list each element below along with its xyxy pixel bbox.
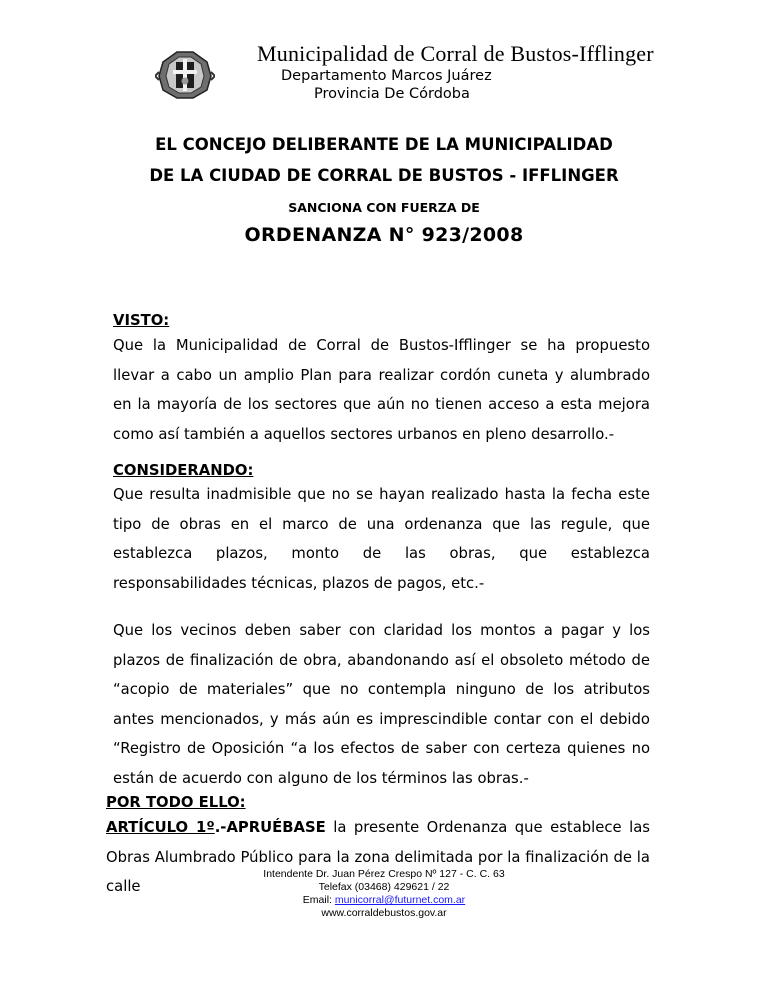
footer-email-link[interactable]: municorral@futurnet.com.ar <box>334 894 466 906</box>
visto-heading: VISTO: <box>113 312 170 329</box>
footer-email-label: Email: <box>302 894 335 906</box>
considerando-paragraph-2: Que los vecinos deben saber con claridad los montos a pagar y los plazos de finalización de obra, abandonando así el obsoleto método de “acopio de materiales” que no contempla ninguno de los atributos antes mencionados, y más aún es imprescindible contar con el debido “Registro de Oposición “a los efectos de saber con certeza quienes no están de acuerdo con alguno de los términos las obras.- <box>113 622 650 787</box>
ordinance-number: ORDENANZA N° 923/2008 <box>244 224 524 246</box>
footer-telefax: Telefax (03468) 429621 / 22 <box>318 881 450 893</box>
province-subtitle: Provincia De Córdoba <box>314 86 470 102</box>
considerando-heading: CONSIDERANDO: <box>113 462 254 479</box>
article-1-verb: .-APRUÉBASE <box>214 819 326 836</box>
article-1-text: la presente Ordenanza que establece las Obras Alumbrado Público para la zona delimitada por la finalización de la calle <box>106 819 650 895</box>
heading-sanciona: SANCIONA CON FUERZA DE <box>288 200 480 215</box>
footer-email-line <box>0 894 768 907</box>
footer-website[interactable]: www.corraldebustos.gov.ar <box>321 907 447 919</box>
department-subtitle: Departamento Marcos Juárez <box>281 68 492 84</box>
municipality-title: Municipalidad de Corral de Bustos-Ifflinger <box>257 41 654 66</box>
footer-address: Intendente Dr. Juan Pérez Crespo Nº 127 - C. C. 63 <box>263 868 505 880</box>
heading-line-1: EL CONCEJO DELIBERANTE DE LA MUNICIPALIDAD <box>155 135 613 154</box>
visto-paragraph: Que la Municipalidad de Corral de Bustos-Ifflinger se ha propuesto llevar a cabo un amplio Plan para realizar cordón cuneta y alumbrado en la mayoría de los sectores que aún no tienen acceso a esta mejora como así también a aquellos sectores urbanos en pleno desarrollo.- <box>113 337 650 443</box>
municipal-seal-icon <box>155 46 215 102</box>
article-1-label: ARTÍCULO 1º <box>106 819 215 836</box>
heading-line-2: DE LA CIUDAD DE CORRAL DE BUSTOS - IFFLINGER <box>149 166 619 185</box>
considerando-paragraph-1: Que resulta inadmisible que no se hayan realizado hasta la fecha este tipo de obras en el marco de una ordenanza que las regule, que establezca plazos, monto de las obras, que establezca responsabilidades técnicas, plazos de pagos, etc.- <box>113 486 650 592</box>
por-todo-ello-heading: POR TODO ELLO: <box>106 794 246 811</box>
